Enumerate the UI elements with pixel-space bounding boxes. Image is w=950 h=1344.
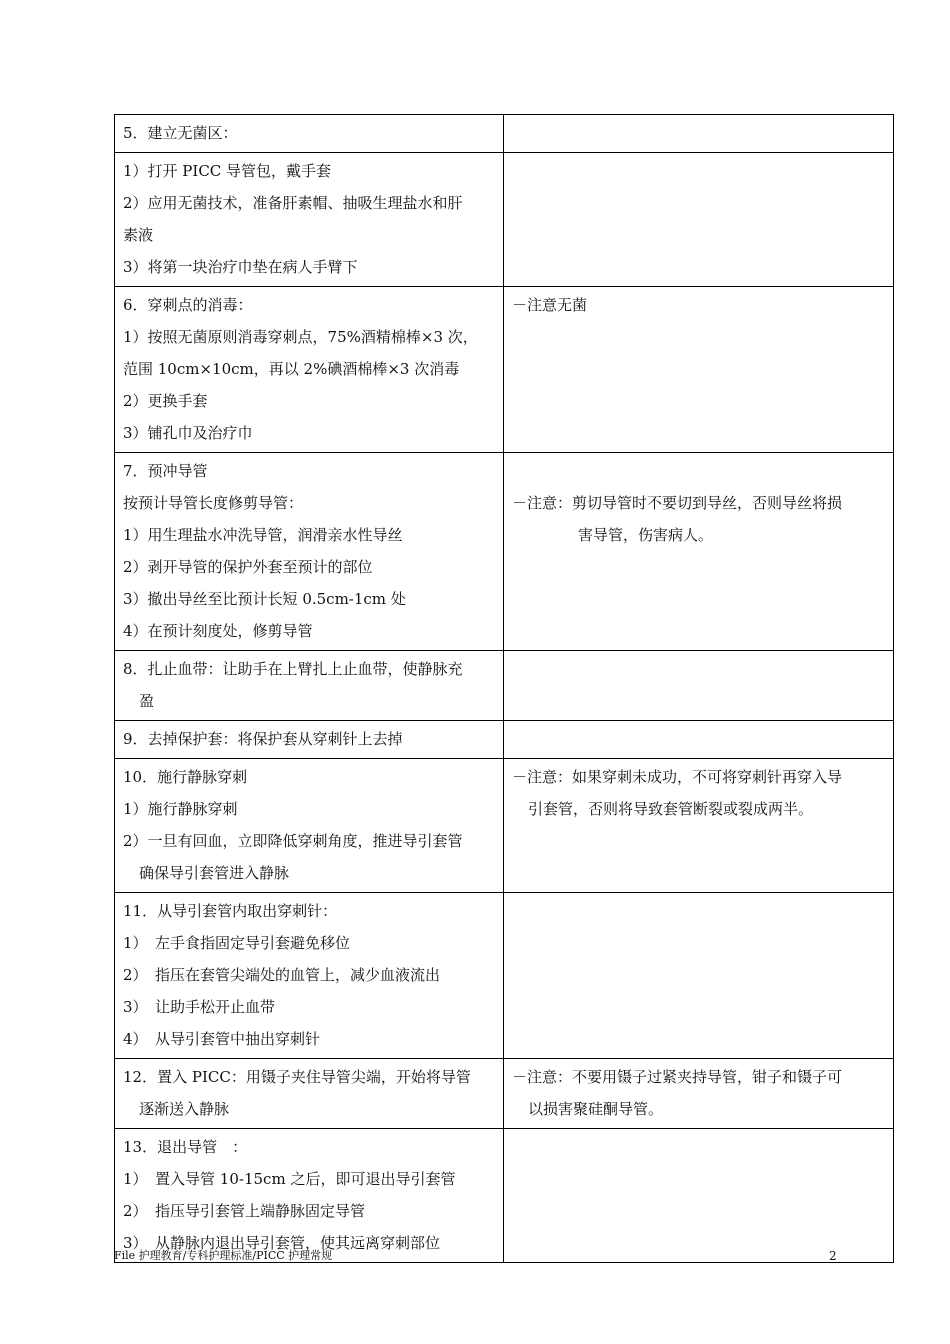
step-heading: 7．预冲导管 [123,462,208,480]
table-row [115,153,894,287]
procedure-table [114,114,894,1263]
footer-page-number: 2 [829,1249,837,1263]
note-text-continued: 以损害聚硅酮导管。 [528,1100,664,1118]
note-cell [504,115,894,153]
step-cell [115,287,504,453]
step-item: 1）按照无菌原则消毒穿刺点，75%酒精棉棒×3 次， [123,328,478,346]
step-cell [115,721,504,759]
step-item: 3）铺孔巾及治疗巾 [123,424,253,442]
note-spacer [512,455,885,487]
step-cell [115,115,504,153]
step-cell [115,759,504,893]
step-item: 1）用生理盐水冲洗导管，润滑亲水性导丝 [123,526,403,544]
table-row [115,651,894,721]
step-item: 1） 置入导管 10-15cm 之后，即可退出导引套管 [123,1170,456,1188]
footer-file-path: File 护理教育/专科护理标准/PICC 护理常规 [114,1249,333,1262]
step-item: 3） 从静脉内退出导引套管，使其远离穿刺部位 [123,1234,441,1252]
step-heading: 9．去掉保护套：将保护套从穿刺针上去掉 [123,730,403,748]
step-cell [115,893,504,1059]
step-item: 1）施行静脉穿刺 [123,800,238,818]
step-item: 3） 让助手松开止血带 [123,998,276,1016]
note-cell [504,759,894,893]
step-heading: 12．置入 PICC：用镊子夹住导管尖端，开始将导管 [123,1068,471,1086]
note-cell [504,893,894,1059]
note-cell [504,651,894,721]
table-row [115,759,894,893]
note-cell [504,1129,894,1263]
note-text-continued: 害导管，伤害病人。 [578,526,714,544]
step-heading: 5．建立无菌区： [123,124,238,142]
step-heading: 8．扎止血带：让助手在上臂扎上止血带，使静脉充 [123,660,463,678]
table-row [115,1059,894,1129]
step-item-continued: 范围 10cm×10cm，再以 2%碘酒棉棒×3 次消毒 [123,360,460,378]
note-cell [504,721,894,759]
step-item: 2） 指压在套管尖端处的血管上，减少血液流出 [123,966,441,984]
note-cell [504,453,894,651]
note-cell [504,1059,894,1129]
step-item: 1）打开 PICC 导管包，戴手套 [123,162,332,180]
note-text: －注意：如果穿刺未成功，不可将穿刺针再穿入导 [512,768,843,786]
step-item: 2）剥开导管的保护外套至预计的部位 [123,558,373,576]
step-cell [115,1059,504,1129]
step-cell [115,453,504,651]
step-item: 2）一旦有回血，立即降低穿刺角度，推进导引套管 [123,832,463,850]
step-heading: 11．从导引套管内取出穿刺针： [123,902,338,920]
step-cell [115,1129,504,1263]
table-row [115,115,894,153]
step-item: 2）更换手套 [123,392,208,410]
table-row [115,287,894,453]
step-heading: 10．施行静脉穿刺 [123,768,248,786]
step-cell [115,651,504,721]
note-text: －注意：不要用镊子过紧夹持导管，钳子和镊子可 [512,1068,843,1086]
note-cell [504,153,894,287]
step-item: 3）撤出导丝至比预计长短 0.5cm-1cm 处 [123,590,406,608]
note-text-continued: 引套管，否则将导致套管断裂或裂成两半。 [528,800,814,818]
step-cell [115,153,504,287]
step-item: 4）在预计刻度处，修剪导管 [123,622,313,640]
step-item-continued: 确保导引套管进入静脉 [139,864,290,882]
step-heading-continued: 逐渐送入静脉 [139,1100,230,1118]
table-row [115,1129,894,1263]
step-item: 3）将第一块治疗巾垫在病人手臂下 [123,258,358,276]
step-heading: 6．穿刺点的消毒： [123,296,253,314]
note-cell [504,287,894,453]
step-item: 1） 左手食指固定导引套避免移位 [123,934,351,952]
note-text: －注意无菌 [512,296,588,314]
note-text: －注意：剪切导管时不要切到导丝，否则导丝将损 [512,494,843,512]
step-subheading: 按预计导管长度修剪导管： [123,494,304,512]
table-row [115,721,894,759]
step-heading: 13．退出导管 ： [123,1138,248,1156]
step-item-continued: 素液 [123,226,154,244]
step-item: 2）应用无菌技术，准备肝素帽、抽吸生理盐水和肝 [123,194,463,212]
step-item: 2） 指压导引套管上端静脉固定导管 [123,1202,366,1220]
step-heading-continued: 盈 [139,692,155,710]
step-item: 4） 从导引套管中抽出穿刺针 [123,1030,321,1048]
table-row [115,453,894,651]
table-row [115,893,894,1059]
